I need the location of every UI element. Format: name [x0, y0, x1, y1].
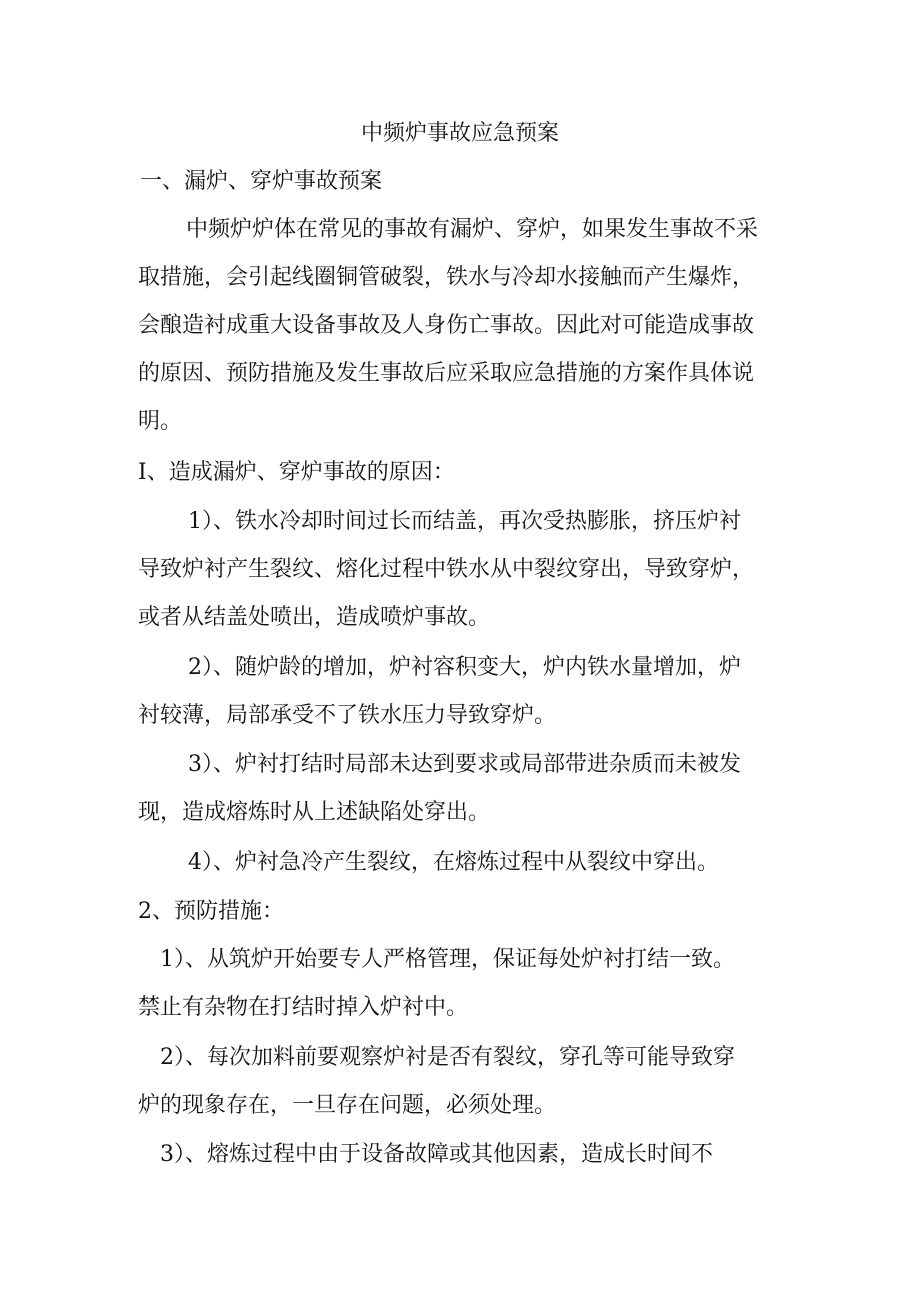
intro-line-5: 明。	[138, 409, 183, 434]
cause-3-line-2: 现，造成熔炼时从上述缺陷处穿出。	[138, 800, 491, 825]
prevention-1-line-1: 1）、从筑炉开始要专人严格管理，保证每处炉衬打结一致。	[160, 947, 735, 972]
prevention-heading: 2、预防措施：	[138, 899, 284, 924]
cause-1-line-2: 导致炉衬产生裂纹、熔化过程中铁水从中裂纹穿出，导致穿炉，	[138, 557, 755, 582]
prevention-2-line-2: 炉的现象存在，一旦存在问题，必须处理。	[138, 1093, 557, 1118]
prevention-2-line-1: 2）、每次加料前要观察炉衬是否有裂纹，穿孔等可能导致穿	[160, 1045, 735, 1070]
cause-4-line-1: 4）、炉衬急冷产生裂纹，在熔炼过程中从裂纹中穿出。	[188, 850, 719, 875]
document-title: 中频炉事故应急预案	[360, 121, 559, 146]
cause-2-line-1: 2）、随炉龄的增加，炉衬容积变大，炉内铁水量增加，炉	[188, 655, 741, 680]
intro-line-3: 会酿造衬成重大设备事故及人身伤亡事故。因此对可能造成事故	[138, 313, 755, 338]
cause-1-line-1: 1）、铁水冷却时间过长而结盖，再次受热膨胀，挤压炉衬	[188, 509, 741, 534]
prevention-3-line-1: 3）、熔炼过程中由于设备故障或其他因素，造成长时间不	[160, 1142, 713, 1167]
cause-2-line-2: 衬较薄，局部承受不了铁水压力导致穿炉。	[138, 703, 557, 728]
causes-heading: I、造成漏炉、穿炉事故的原因：	[138, 460, 455, 485]
prevention-1-line-2: 禁止有杂物在打结时掉入炉衬中。	[138, 995, 469, 1020]
intro-line-1: 中频炉炉体在常见的事故有漏炉、穿炉，如果发生事故不采	[186, 217, 759, 242]
section-heading-1: 一、漏炉、穿炉事故预案	[140, 169, 383, 194]
cause-3-line-1: 3）、炉衬打结时局部未达到要求或局部带进杂质而未被发	[188, 752, 741, 777]
cause-1-line-3: 或者从结盖处喷出，造成喷炉事故。	[138, 605, 491, 630]
intro-line-4: 的原因、预防措施及发生事故后应采取应急措施的方案作具体说	[138, 361, 755, 386]
intro-line-2: 取措施，会引起线圈铜管破裂，铁水与冷却水接触而产生爆炸，	[138, 265, 755, 290]
